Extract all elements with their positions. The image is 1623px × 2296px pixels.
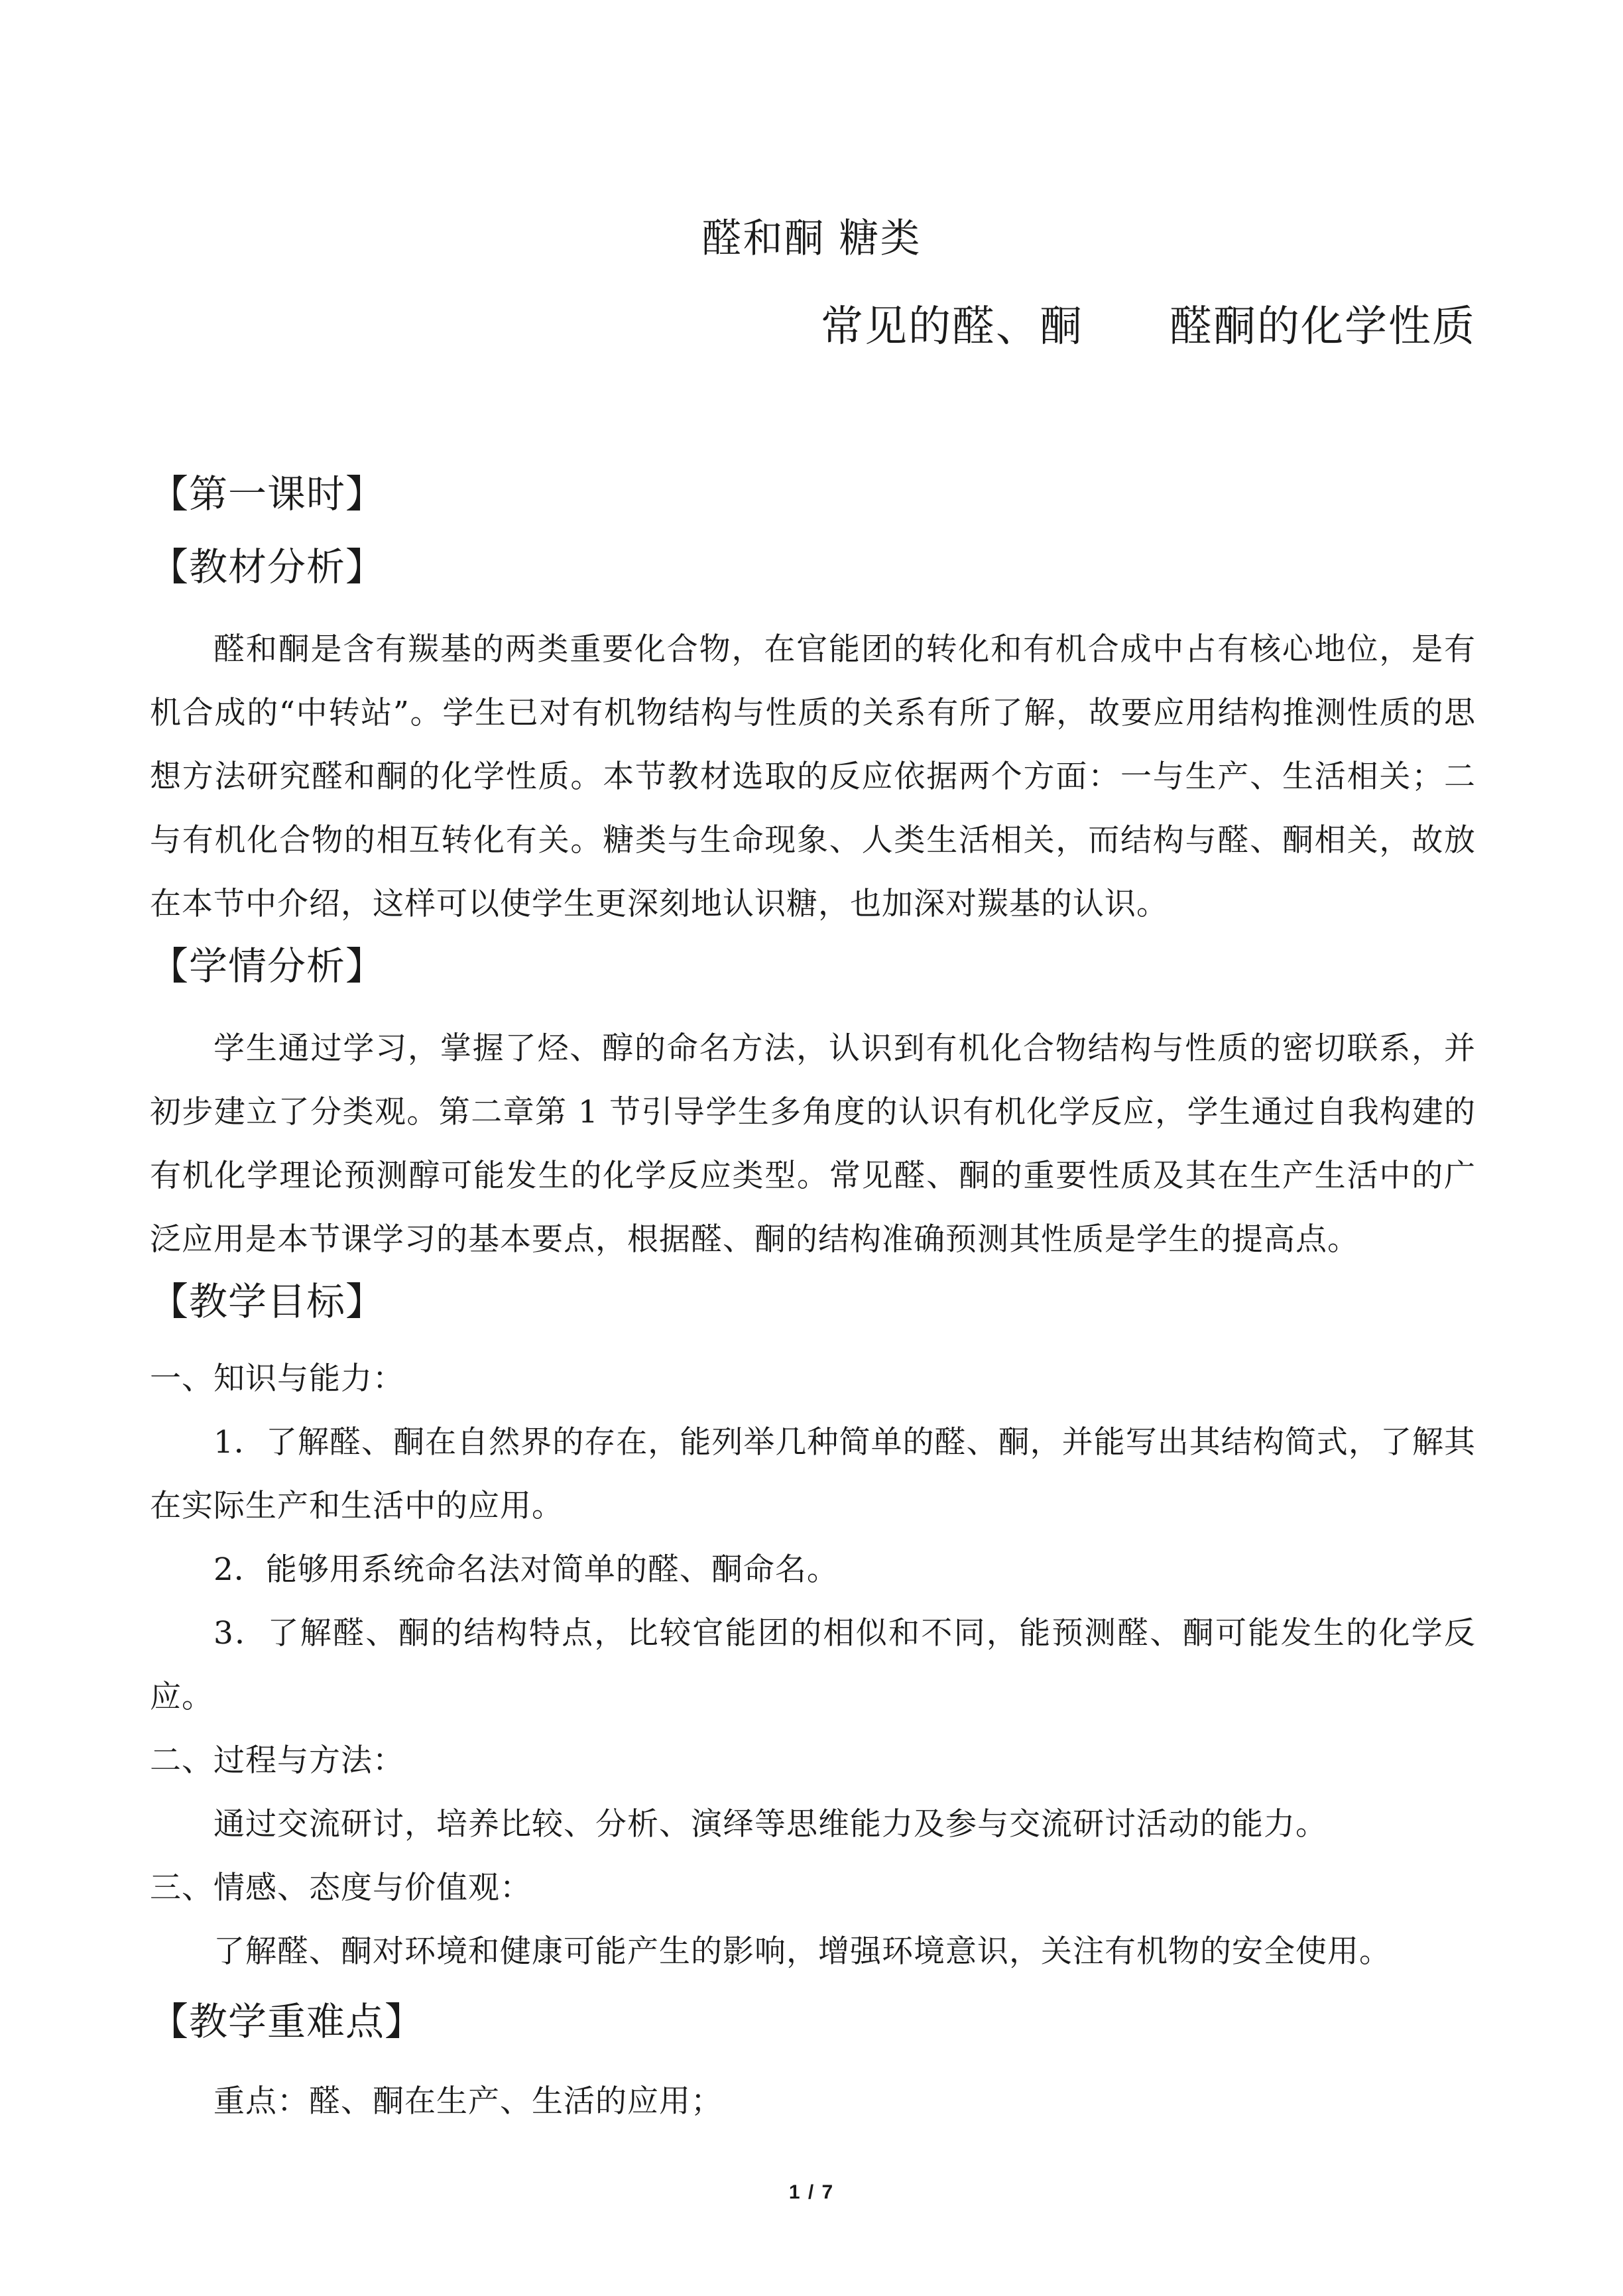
goal-process-label: 二、过程与方法： [150,1742,404,1779]
key-difficulty-heading: 【教学重难点】 [150,1999,424,2044]
key-point-text: 重点：醛、酮在生产、生活的应用； [213,2083,723,2120]
document-subtitle [821,297,1476,357]
goal-attitude-text: 了解醛、酮对环境和健康可能产生的影响，增强环境意识，关注有机物的安全使用。 [213,1933,1391,1970]
document-title: 醛和酮 糖类 [701,215,922,262]
subtitle-part-1: 常见的醛、酮 [821,302,1083,351]
goal-knowledge-label: 一、知识与能力： [150,1360,404,1397]
goal-knowledge-item-1: 1．了解醛、酮在自然界的存在，能列举几种简单的醛、酮，并能写出其结构简式，了解其在实际生产和生活中的应用。 [150,1424,1476,1524]
goal-process-text: 通过交流研讨，培养比较、分析、演绎等思维能力及参与交流研讨活动的能力。 [213,1806,1327,1843]
subtitle-part-2: 醛酮的化学性质 [1170,302,1476,351]
goal-knowledge-item-2: 2．能够用系统命名法对简单的醛、酮命名。 [213,1551,839,1588]
student-analysis-heading: 【学情分析】 [150,943,385,989]
material-analysis-heading: 【教材分析】 [150,544,385,589]
teaching-goals-heading: 【教学目标】 [150,1279,385,1324]
student-analysis-paragraph: 学生通过学习，掌握了烃、醇的命名方法，认识到有机化合物结构与性质的密切联系，并初步建立了分类观。第二章第 1 节引导学生多角度的认识有机化学反应，学生通过自我构建的有机化学理论预测醇可能发生的化学反应类型。常见醛、酮的重要性质及其在生产生活中的广泛应用是本节课学习的基本要点，根据醛、酮的结构准确预测其性质是学生的提高点。 [150,1030,1476,1258]
goal-attitude-label: 三、情感、态度与价值观： [150,1870,532,1906]
material-analysis-paragraph: 醛和酮是含有羰基的两类重要化合物，在官能团的转化和有机合成中占有核心地位，是有机合成的“中转站”。学生已对有机物结构与性质的关系有所了解，故要应用结构推测性质的思想方法研究醛和酮的化学性质。本节教材选取的反应依据两个方面：一与生产、生活相关；二与有机化合物的相互转化有关。糖类与生命现象、人类生活相关，而结构与醛、酮相关，故放在本节中介绍，这样可以使学生更深刻地认识糖，也加深对羰基的认识。 [150,631,1476,922]
lesson-heading: 【第一课时】 [150,471,385,516]
goal-knowledge-item-3: 3．了解醛、酮的结构特点，比较官能团的相似和不同，能预测醛、酮可能发生的化学反应。 [150,1615,1476,1715]
document-body [150,464,1476,2134]
page-number: 1 / 7 [788,2181,835,2203]
